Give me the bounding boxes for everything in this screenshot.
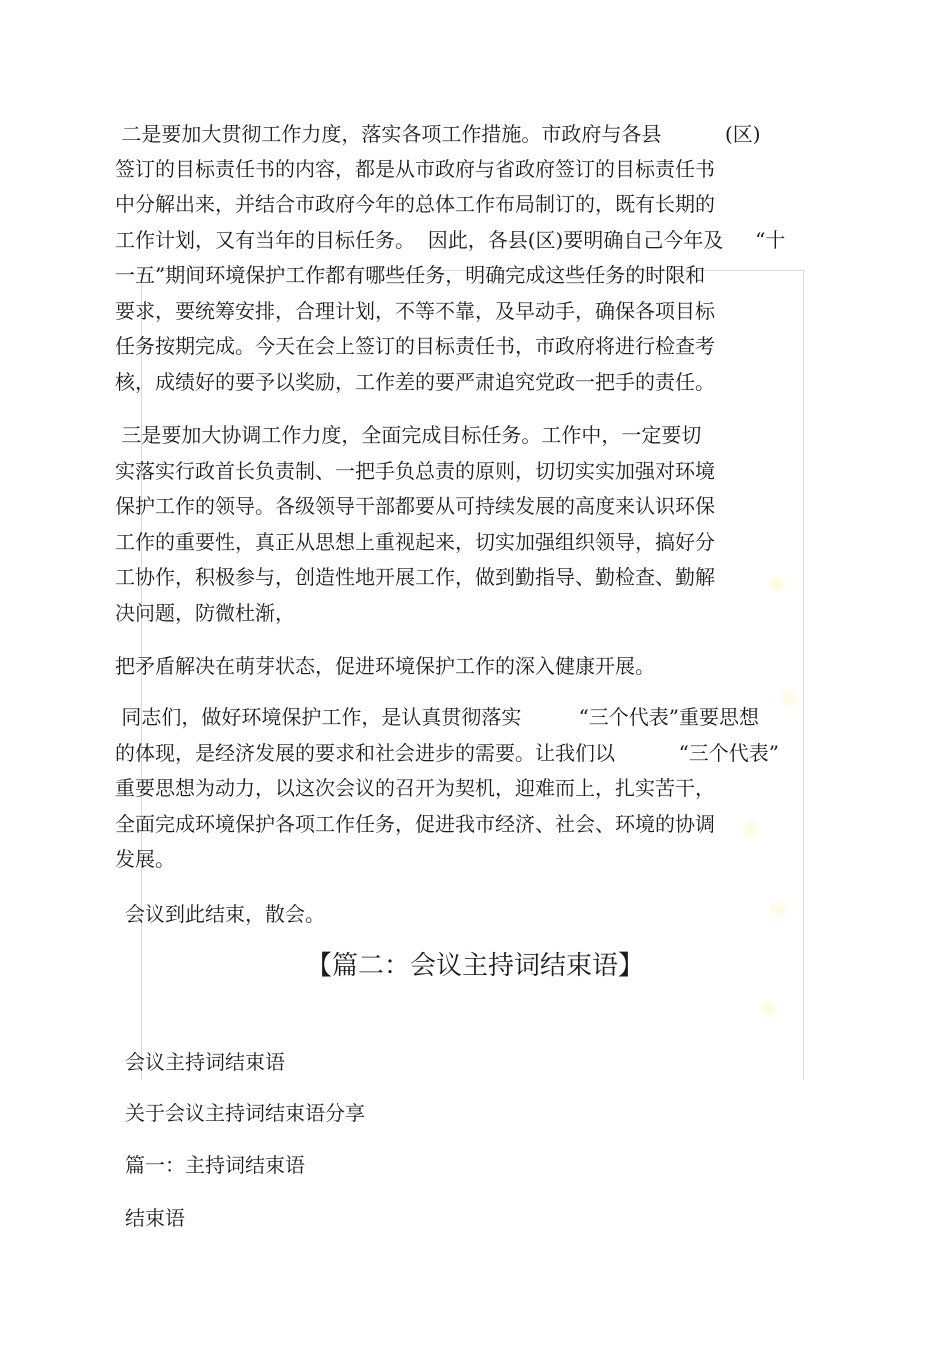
paragraph-two [115,122,835,412]
paragraph-three-tail: 把矛盾解决在萌芽状态，促进环境保护工作的深入健康开展。 [115,654,655,678]
paragraph-line: 全面完成环境保护各项工作任务，促进我市经济、社会、环境的协调 [115,812,715,836]
section-heading: 【篇二：会议主持词结束语】 [305,951,644,981]
paragraph-line: 三是要加大协调工作力度，全面完成目标任务。工作中，一定要切 [115,423,702,447]
sub-item: 结束语 [125,1206,185,1230]
paragraph-line: 一五”期间环境保护工作都有哪些任务，明确完成这些任务的时限和 [115,263,706,287]
paragraph-line: 核，成绩好的要予以奖励，工作差的要严肃追究党政一把手的责任。 [115,370,715,394]
paragraph-line: 保护工作的领导。各级领导干部都要从可持续发展的高度来认识环保 [115,494,715,518]
sub-item: 会议主持词结束语 [125,1050,285,1074]
watermark-dot [770,900,788,918]
paragraph-line: 二是要加大贯彻工作力度，落实各项工作措施。市政府与各县 (区) [115,122,761,146]
sub-item: 篇一：主持词结束语 [125,1153,305,1177]
paragraph-line: 同志们，做好环境保护工作，是认真贯彻落实 “三个代表”重要思想 [115,705,760,729]
watermark-dot [760,1000,778,1018]
paragraph-line: 工协作，积极参与，创造性地开展工作，做到勤指导、勤检查、勤解 [115,565,715,589]
paragraph-line: 发展。 [115,847,175,871]
sub-item: 关于会议主持词结束语分享 [125,1101,365,1125]
paragraph-line: 工作的重要性，真正从思想上重视起来，切实加强组织领导，搞好分 [115,530,715,554]
paragraph-four [115,705,835,875]
paragraph-line: 中分解出来，并结合市政府今年的总体工作布局制订的，既有长期的 [115,192,715,216]
paragraph-line: 要求，要统筹安排，合理计划，不等不靠，及早动手，确保各项目标 [115,299,715,323]
paragraph-line: 的体现，是经济发展的要求和社会进步的需要。让我们以 “三个代表” [115,741,780,765]
paragraph-line: 工作计划，又有当年的目标任务。 因此，各县(区)要明确自己今年及 “十 [115,228,786,252]
closing-line: 会议到此结束，散会。 [125,902,325,926]
paragraph-three [115,423,835,633]
paragraph-line: 任务按期完成。今天在会上签订的目标责任书，市政府将进行检查考 [115,334,715,358]
paragraph-line: 决问题，防微杜渐， [115,601,295,625]
paragraph-line: 签订的目标责任书的内容，都是从市政府与省政府签订的目标责任书 [115,157,715,181]
paragraph-line: 重要思想为动力，以这次会议的召开为契机，迎难而上，扎实苦干， [115,776,715,800]
paragraph-line: 实落实行政首长负责制、一把手负总责的原则，切切实实加强对环境 [115,459,715,483]
